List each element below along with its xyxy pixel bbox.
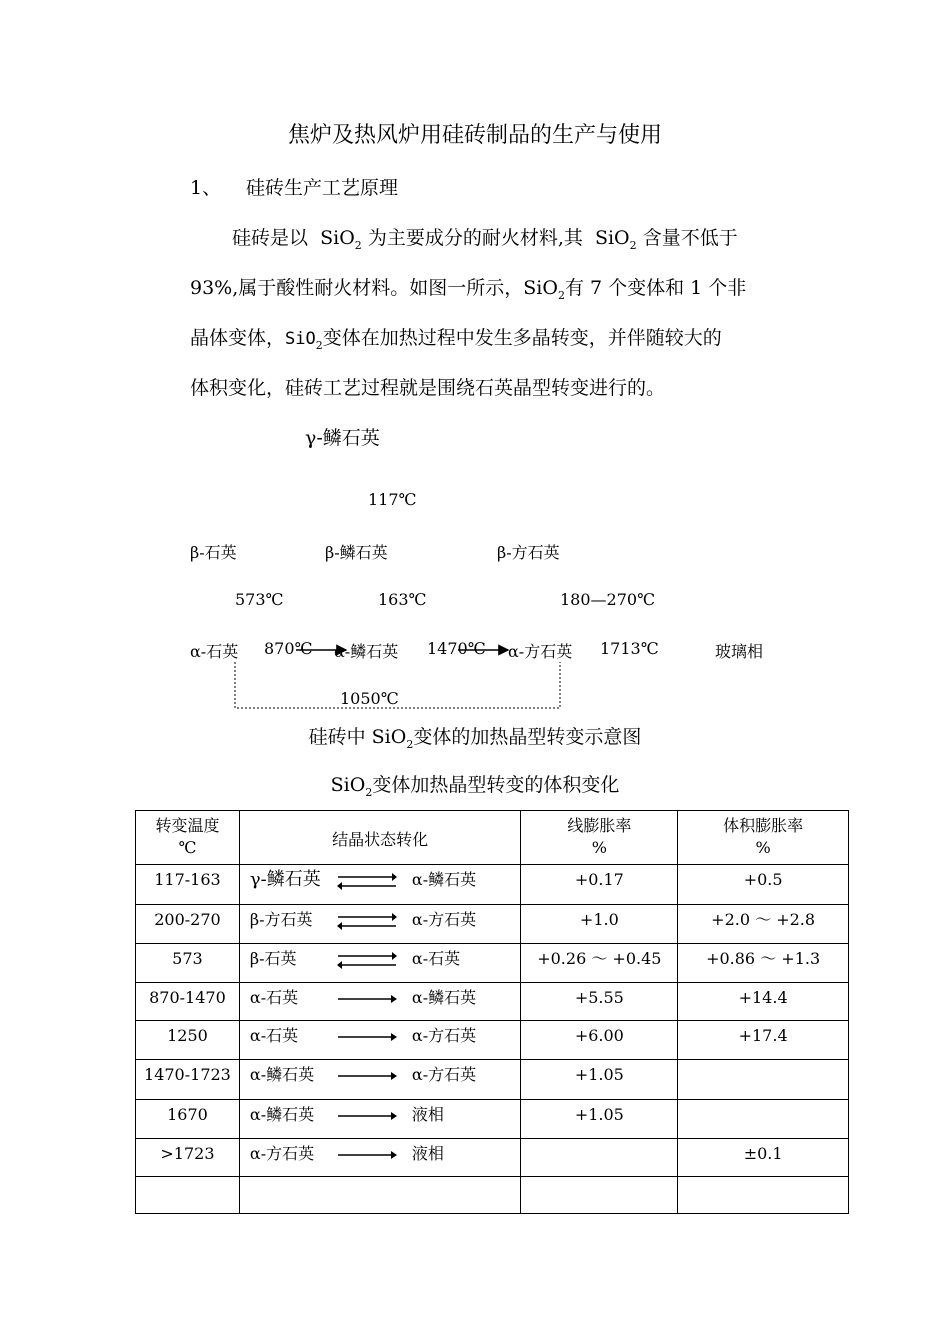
table-row: [136, 1177, 849, 1214]
cell-temperature: 200-270: [136, 905, 240, 944]
cell-crystal-transition: [239, 1177, 521, 1214]
cell-crystal-transition: [239, 1139, 521, 1177]
temp-870-label: 870℃: [264, 639, 313, 658]
cell-volume-expansion: +14.4: [678, 983, 849, 1021]
phase-to: 液相: [411, 1105, 444, 1124]
cell-temperature: 870-1470: [136, 983, 240, 1021]
reversible-arrow-icon: [336, 870, 398, 892]
cell-temperature: 117-163: [136, 865, 240, 905]
cell-temperature: 1250: [136, 1021, 240, 1060]
phase-from: α-鳞石英: [249, 1105, 315, 1124]
cell-crystal-transition: [239, 1100, 521, 1139]
diagram-caption: [0, 722, 950, 751]
formula-subscript: 2: [557, 289, 565, 302]
alpha-cristobalite-label: α-方石英: [508, 642, 573, 661]
paragraph-line-1: [232, 223, 852, 252]
table-row: [136, 1139, 849, 1177]
phase-from: α-石英: [249, 988, 299, 1007]
phase-to: α-方石英: [411, 1026, 477, 1045]
beta-quartz-label: β-石英: [190, 543, 237, 562]
header-crystal-transition: 结晶状态转化: [239, 811, 521, 865]
cell-temperature: [136, 1177, 240, 1214]
beta-cristobalite-label: β-方石英: [497, 543, 560, 562]
phase-from: α-石英: [249, 1026, 299, 1045]
section-heading-text: 硅砖生产工艺原理: [246, 177, 399, 199]
temp-1713-label: 1713℃: [600, 639, 659, 658]
header-linear-expansion: 线膨胀率 %: [521, 811, 678, 865]
paragraph-line-3: [190, 323, 810, 352]
paragraph-text: 体积变化，硅砖工艺过程就是围绕石英晶型转变进行的。: [190, 377, 666, 399]
right-arrow-icon: [336, 1148, 398, 1162]
phase-from: α-鳞石英: [249, 1065, 315, 1084]
cell-crystal-transition: [239, 905, 521, 944]
beta-tridymite-label: β-鳞石英: [325, 543, 388, 562]
cell-linear-expansion: +0.26 ～ +0.45: [521, 944, 678, 983]
cell-linear-expansion: +6.00: [521, 1021, 678, 1060]
table-row: [136, 983, 849, 1021]
phase-diagram-lines: [230, 640, 573, 715]
cell-volume-expansion: [678, 1100, 849, 1139]
cell-temperature: >1723: [136, 1139, 240, 1177]
phase-to: 液相: [411, 1144, 444, 1163]
cell-crystal-transition: [239, 1060, 521, 1100]
temp-117-label: 117℃: [368, 490, 417, 509]
phase-to: α-鳞石英: [411, 988, 477, 1007]
cell-temperature: 1470-1723: [136, 1060, 240, 1100]
right-arrow-icon: [336, 1109, 398, 1123]
formula-sio: SiO: [320, 227, 355, 249]
alpha-tridymite-label: α-鳞石英: [334, 642, 399, 661]
cell-volume-expansion: +17.4: [678, 1021, 849, 1060]
cell-crystal-transition: [239, 1021, 521, 1060]
caption-subscript: 2: [406, 738, 414, 751]
table-row: [136, 865, 849, 905]
cell-volume-expansion: [678, 1060, 849, 1100]
formula-sio: SiO: [594, 227, 630, 249]
paragraph-text: 变体在加热过程中发生多晶转变，并伴随较大的: [322, 327, 722, 349]
cell-linear-expansion: [521, 1177, 678, 1214]
table-row: [136, 1021, 849, 1060]
phase-transition-table: [135, 810, 849, 1214]
formula-subscript: 2: [629, 239, 637, 252]
header-volume-expansion: 体积膨胀率 %: [678, 811, 849, 865]
cell-temperature: 1670: [136, 1100, 240, 1139]
table-header-row: [136, 811, 849, 865]
formula-subscript: 2: [354, 239, 362, 252]
cell-volume-expansion: [678, 1177, 849, 1214]
glass-phase-label: 玻璃相: [715, 642, 764, 661]
cell-linear-expansion: +1.05: [521, 1100, 678, 1139]
right-arrow-icon: [336, 1030, 398, 1044]
reversible-arrow-icon: [336, 910, 398, 932]
alpha-quartz-label: α-石英: [190, 642, 239, 661]
section-heading: [190, 173, 398, 200]
cell-volume-expansion: +0.5: [678, 865, 849, 905]
table-row: [136, 1100, 849, 1139]
phase-to: α-石英: [411, 949, 461, 968]
phase-from: α-方石英: [249, 1144, 315, 1163]
temp-180-270-label: 180—270℃: [560, 590, 655, 609]
formula-sio: SiO: [285, 329, 316, 349]
document-title: 焦炉及热风炉用硅砖制品的生产与使用: [287, 123, 662, 148]
table-caption: [0, 770, 950, 799]
caption-text: SiO: [330, 774, 366, 796]
temp-573-label: 573℃: [235, 590, 284, 609]
phase-to: α-鳞石英: [411, 870, 477, 889]
cell-volume-expansion: ±0.1: [678, 1139, 849, 1177]
paragraph-text: 硅砖是以: [232, 227, 309, 249]
cell-temperature: 573: [136, 944, 240, 983]
cell-volume-expansion: +0.86 ～ +1.3: [678, 944, 849, 983]
phase-to: α-方石英: [411, 1065, 477, 1084]
phase-from: β-石英: [249, 949, 297, 968]
cell-linear-expansion: +5.55: [521, 983, 678, 1021]
paragraph-text: 晶体变体，: [190, 327, 286, 349]
table-row: [136, 944, 849, 983]
phase-from: β-方石英: [249, 910, 313, 929]
paragraph-line-4: [190, 373, 810, 400]
cell-volume-expansion: +2.0 ～ +2.8: [678, 905, 849, 944]
table-row: [136, 1060, 849, 1100]
cell-linear-expansion: +0.17: [521, 865, 678, 905]
caption-text: 变体的加热晶型转变示意图: [413, 726, 642, 748]
reversible-arrow-icon: [336, 949, 398, 971]
cell-linear-expansion: [521, 1139, 678, 1177]
phase-to: α-方石英: [411, 910, 477, 929]
paragraph-text: 含量不低于: [642, 227, 738, 249]
cell-linear-expansion: +1.0: [521, 905, 678, 944]
caption-text: 变体加热晶型转变的体积变化: [372, 774, 620, 796]
paragraph-line-2: [190, 273, 810, 302]
gamma-tridymite-label: γ-鳞石英: [305, 427, 380, 449]
table-row: [136, 905, 849, 944]
cell-crystal-transition: [239, 865, 521, 905]
temp-1050-label: 1050℃: [340, 689, 399, 708]
section-number: 1、: [190, 177, 222, 199]
phase-from: γ-鳞石英: [249, 869, 321, 890]
right-arrow-icon: [336, 992, 398, 1006]
paragraph-text: 93%,属于酸性耐火材料。如图一所示，: [190, 277, 524, 299]
formula-subscript: 2: [315, 339, 323, 352]
cell-linear-expansion: +1.05: [521, 1060, 678, 1100]
caption-text: 硅砖中 SiO: [308, 726, 407, 748]
right-arrow-icon: [336, 1069, 398, 1083]
temp-163-label: 163℃: [378, 590, 427, 609]
paragraph-text: 为主要成分的耐火材料,其: [367, 227, 583, 249]
cell-crystal-transition: [239, 944, 521, 983]
paragraph-text: 有 7 个变体和 1 个非: [564, 277, 747, 299]
formula-sio: SiO: [523, 277, 558, 299]
header-temperature: 转变温度 ℃: [136, 811, 240, 865]
temp-1470-label: 1470℃: [427, 639, 486, 658]
caption-subscript: 2: [365, 786, 373, 799]
cell-crystal-transition: [239, 983, 521, 1021]
